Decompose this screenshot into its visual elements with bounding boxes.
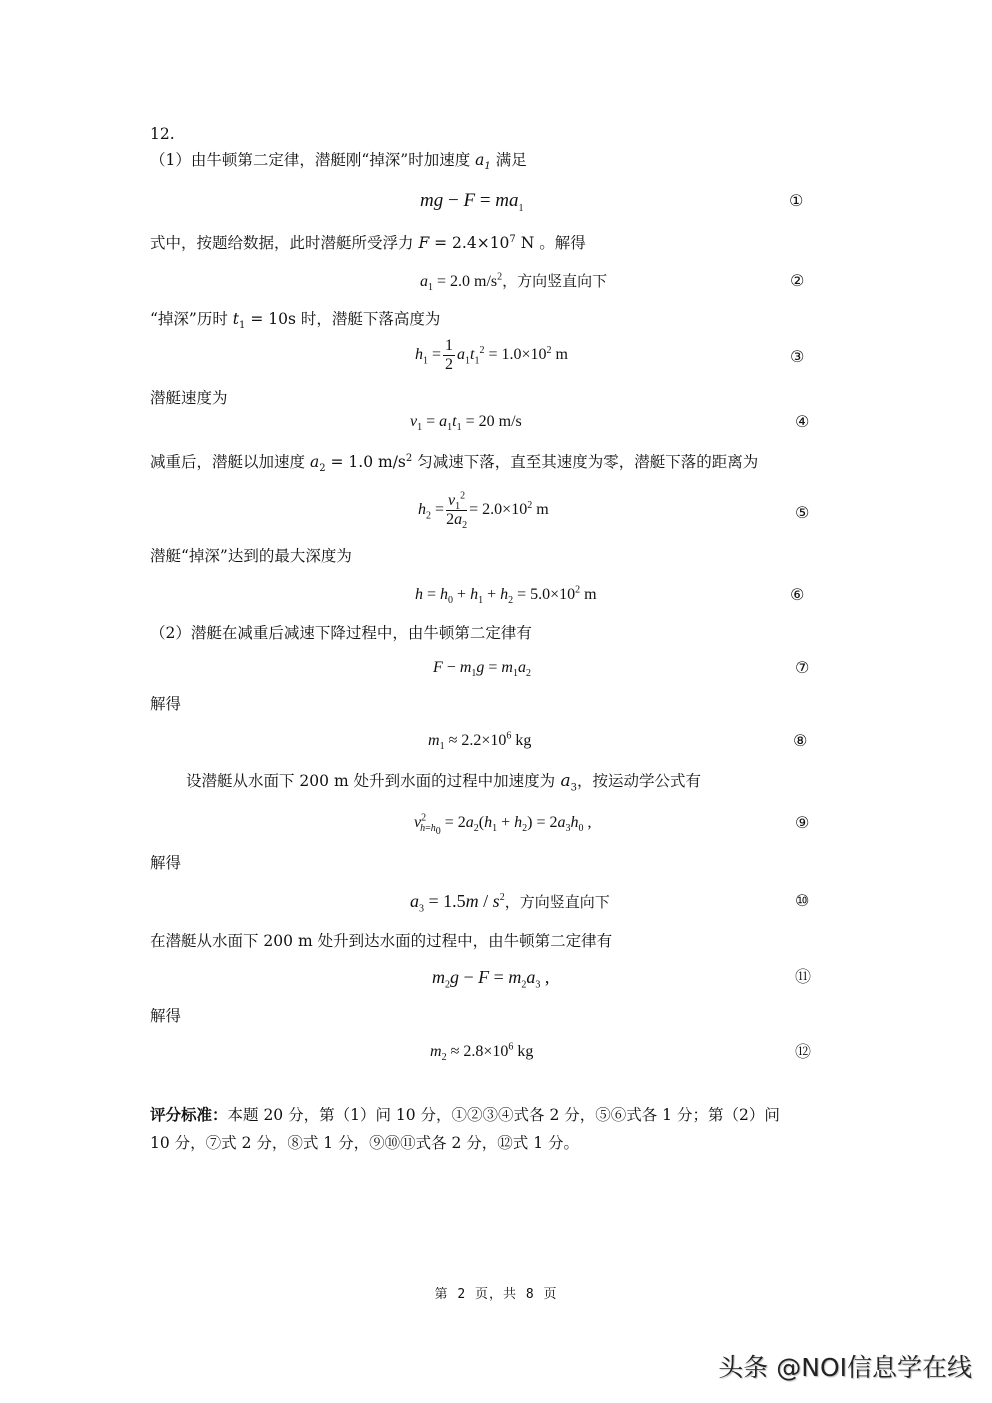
solve-label-1: 解得 bbox=[150, 695, 182, 713]
equation-marker-11: ⑪ bbox=[795, 967, 812, 986]
equation-marker-12: ⑫ bbox=[795, 1042, 812, 1061]
max-depth-label: 潜艇“掉深”达到的最大深度为 bbox=[150, 547, 352, 565]
equation-marker-7: ⑦ bbox=[795, 658, 810, 677]
scoring-line-1: 评分标准：本题 20 分，第（1）问 10 分，①②③④式各 2 分，⑤⑥式各 1 分；第（2）问 bbox=[150, 1105, 780, 1124]
equation-marker-10: ⑩ bbox=[795, 891, 810, 910]
deceleration-text: 减重后，潜艇以加速度 $a_2 = 1.0$ $m/s^2$ 匀减速下落，直至其速度为零，潜艇下落的距离为 bbox=[150, 452, 759, 475]
equation-6: $h = h_0 + h_1 + h_2 = 5.0\times 10^2$ m bbox=[415, 584, 597, 607]
equation-3: $h_1$ = $\frac{1}{2}$ $a_1t_1^2 = 1.0\times 10^2$ m bbox=[415, 337, 568, 373]
question-number: 12. bbox=[150, 125, 175, 143]
equation-4: $v_1 = a_1t_1 = 20$ m/s bbox=[410, 413, 522, 434]
equation-9: $v^2_{h=h_0} = 2a_2(h_1 + h_2) = 2a_3h_0$ , bbox=[414, 812, 592, 838]
velocity-label: 潜艇速度为 bbox=[150, 389, 228, 407]
equation-marker-9: ⑨ bbox=[795, 813, 810, 832]
equation-10: $a_3 = 1.5m / s^2$，方向竖直向下 bbox=[410, 891, 610, 915]
equation-marker-4: ④ bbox=[795, 412, 810, 431]
equation-marker-6: ⑥ bbox=[790, 585, 805, 604]
equation-5: $h_2$ = $\frac{v_1^2}{2a_2}$ = $2.0\times 10^2$ m bbox=[418, 490, 549, 532]
equation-marker-3: ③ bbox=[790, 347, 805, 366]
buoyancy-text: 式中，按题给数据，此时潜艇所受浮力 $F = 2.4\times 10^7$ N 。解得 bbox=[150, 233, 586, 252]
equation-12: $m_2 \approx 2.8\times 10^6$ kg bbox=[430, 1041, 534, 1064]
part1-intro: （1）由牛顿第二定律，潜艇刚“掉深”时加速度 $a_1$ 满足 bbox=[150, 151, 527, 173]
equation-marker-2: ② bbox=[790, 271, 805, 290]
scoring-criteria bbox=[150, 1101, 850, 1157]
solve-label-2: 解得 bbox=[150, 854, 182, 872]
scoring-line-2: 10 分，⑦式 2 分，⑧式 1 分，⑨⑩⑪式各 2 分，⑫式 1 分。 bbox=[150, 1134, 580, 1152]
part2-intro: （2）潜艇在减重后减速下降过程中，由牛顿第二定律有 bbox=[150, 624, 532, 642]
equation-1: mg − $F = ma_1$ bbox=[420, 190, 524, 214]
page-footer: 第 2 页，共 8 页 bbox=[434, 1287, 558, 1302]
equation-7: $F - m_1g = m_1a_2$ bbox=[433, 659, 531, 680]
equation-marker-5: ⑤ bbox=[795, 503, 810, 522]
solve-label-3: 解得 bbox=[150, 1007, 182, 1025]
a3-intro-text: 设潜艇从水面下 200 m 处升到水面的过程中加速度为 $a_3$，按运动学公式有 bbox=[186, 771, 702, 794]
m2-intro-text: 在潜艇从水面下 200 m 处升到达水面的过程中，由牛顿第二定律有 bbox=[150, 932, 613, 950]
equation-11: $m_2g - F = m_2a_3$ , bbox=[432, 967, 550, 991]
equation-8: $m_1 \approx 2.2\times 10^6$ kg bbox=[428, 730, 532, 753]
equation-2: $a_1 = 2.0$ $m/s^2$，方向竖直向下 bbox=[420, 271, 608, 294]
equation-marker-8: ⑧ bbox=[793, 731, 808, 750]
duration-text: “掉深”历时 $t_1 = 10s$ 时，潜艇下落高度为 bbox=[150, 310, 441, 332]
watermark: 头条 @NOI信息学在线 bbox=[718, 1353, 972, 1382]
scoring-label: 评分标准： bbox=[150, 1105, 228, 1124]
equation-marker-1: ① bbox=[789, 191, 804, 210]
